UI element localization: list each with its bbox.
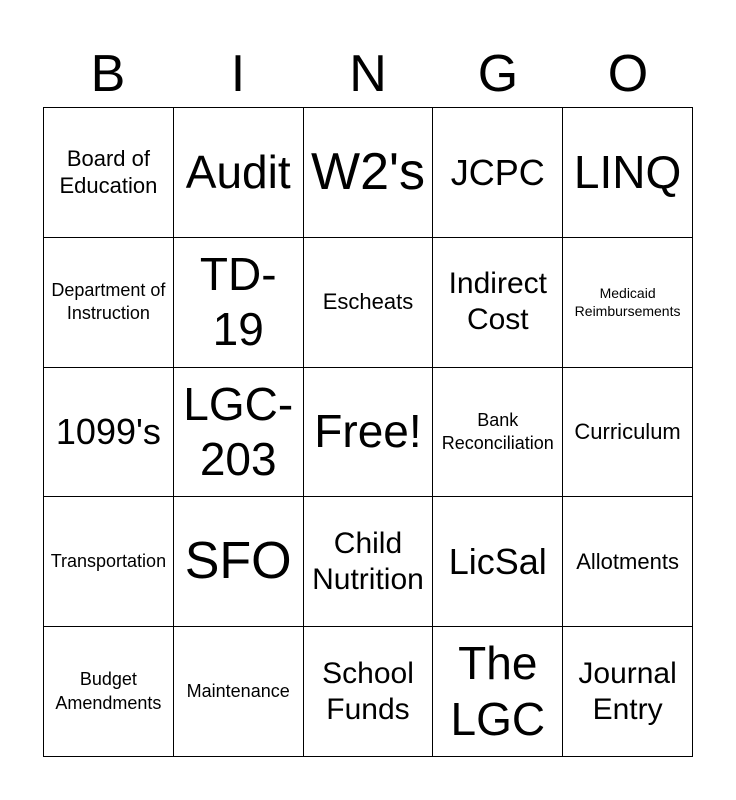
cell-label: LGC-203 <box>183 377 294 485</box>
cell-label: Escheats <box>322 289 414 315</box>
header-letter-n: N <box>349 45 387 103</box>
cell-label: Medicaid Reimbursements <box>574 285 681 320</box>
bingo-cell free-space[interactable] <box>304 368 434 498</box>
cell-label: Budget Amendments <box>55 669 162 713</box>
bingo-cell[interactable] <box>44 238 174 368</box>
bingo-cell[interactable] <box>304 238 434 368</box>
cell-label: Curriculum <box>574 419 681 445</box>
bingo-cell[interactable] <box>174 627 304 757</box>
bingo-cell[interactable] <box>174 368 304 498</box>
cell-label: Maintenance <box>186 680 290 701</box>
cell-label: SFO <box>184 532 292 591</box>
bingo-cell[interactable] <box>563 368 693 498</box>
cell-label: Journal Entry <box>578 656 677 726</box>
bingo-cell[interactable] <box>304 497 434 627</box>
cell-label: Free! <box>314 405 422 458</box>
bingo-cell[interactable] <box>44 108 174 238</box>
header-letter-g: G <box>477 45 519 103</box>
cell-label: Audit <box>185 145 291 198</box>
cell-label: Bank Reconciliation <box>441 409 554 453</box>
header-letter-b: B <box>90 45 126 103</box>
bingo-cell[interactable] <box>433 108 563 238</box>
cell-label: Child Nutrition <box>312 526 424 596</box>
cell-label: TD-19 <box>199 248 277 356</box>
bingo-cell[interactable] <box>433 627 563 757</box>
cell-label: JCPC <box>450 151 545 193</box>
bingo-header <box>43 42 693 106</box>
bingo-cell[interactable] <box>433 497 563 627</box>
cell-label: LicSal <box>448 541 547 583</box>
cell-label: Transportation <box>50 551 167 572</box>
bingo-cell[interactable] <box>174 108 304 238</box>
bingo-cell[interactable] <box>563 238 693 368</box>
bingo-cell[interactable] <box>44 368 174 498</box>
bingo-cell[interactable] <box>44 497 174 627</box>
cell-label: W2's <box>311 142 425 201</box>
header-letter-i: I <box>230 45 246 103</box>
cell-label: The LGC <box>450 637 546 745</box>
cell-label: School Funds <box>322 656 414 726</box>
cell-label: Indirect Cost <box>448 267 547 337</box>
bingo-cell[interactable] <box>433 368 563 498</box>
bingo-cell[interactable] <box>563 108 693 238</box>
bingo-cell[interactable] <box>174 497 304 627</box>
cell-label: Department of Instruction <box>51 279 166 324</box>
bingo-cell[interactable] <box>563 627 693 757</box>
bingo-cell[interactable] <box>433 238 563 368</box>
bingo-cell[interactable] <box>44 627 174 757</box>
bingo-cell[interactable] <box>304 627 434 757</box>
bingo-cell[interactable] <box>304 108 434 238</box>
header-letter-o: O <box>607 45 649 103</box>
cell-label: Allotments <box>576 549 679 575</box>
cell-label: LINQ <box>573 145 682 198</box>
bingo-board <box>43 107 693 757</box>
cell-label: 1099's <box>55 411 161 453</box>
bingo-cell[interactable] <box>563 497 693 627</box>
cell-label: Board of Education <box>59 145 158 199</box>
bingo-cell[interactable] <box>174 238 304 368</box>
